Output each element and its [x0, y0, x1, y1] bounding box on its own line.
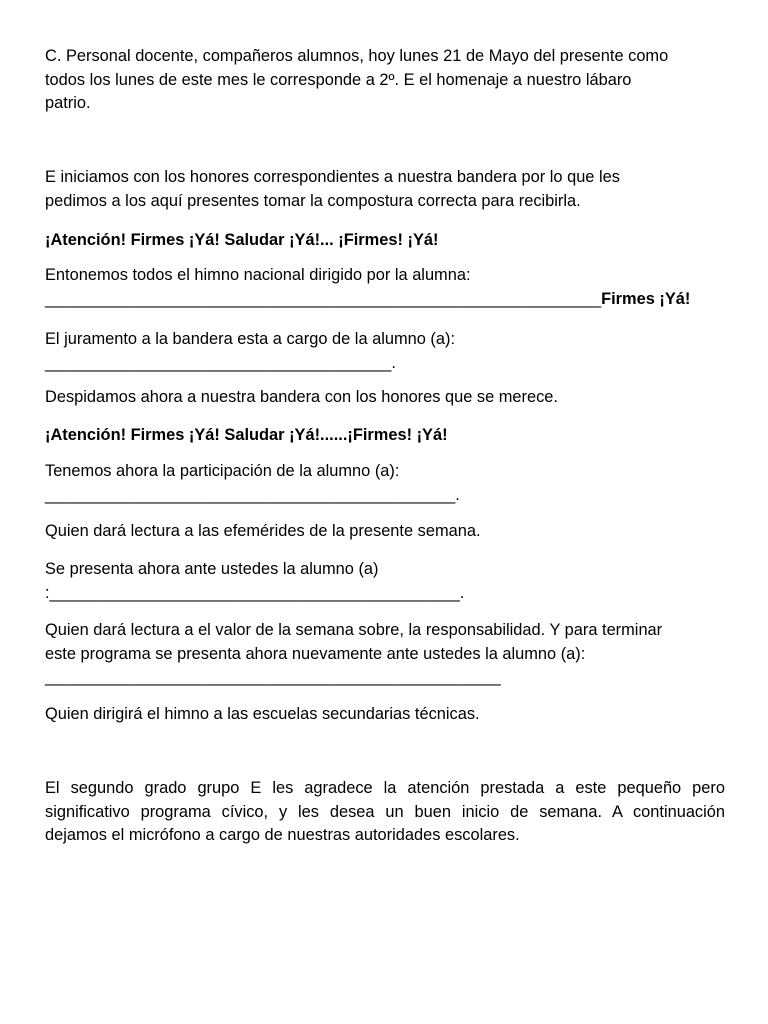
blank-line: __________________________________________________ — [45, 668, 501, 686]
paragraph-anthem — [45, 264, 725, 311]
paragraph-presents — [45, 558, 725, 605]
text-line: El segundo grado grupo E les agradece la atención prestada a este pequeño pero — [45, 779, 725, 797]
paragraph-ephemerides — [45, 520, 725, 544]
text-line: Quien dará lectura a las efemérides de la presente semana. — [45, 522, 481, 540]
paragraph-oath — [45, 328, 725, 375]
command-firmes: Firmes ¡Yá! — [601, 289, 691, 308]
paragraph-participation — [45, 460, 725, 507]
blank-line: ______________________________________. — [45, 353, 396, 372]
paragraph-value — [45, 619, 725, 690]
text-line: dejamos el micrófono a cargo de nuestras autoridades escolares. — [45, 826, 520, 844]
text-line: Tenemos ahora la participación de la alumno (a): — [45, 462, 400, 480]
text-line: este programa se presenta ahora nuevamente ante ustedes la alumno (a): — [45, 644, 586, 663]
paragraph-honors-intro — [45, 166, 725, 213]
text-line: E iniciamos con los honores correspondientes a nuestra bandera por lo que les — [45, 168, 620, 186]
blank-line: _____________________________________________. — [45, 485, 460, 504]
command-line-2 — [45, 424, 725, 448]
command-line-1 — [45, 229, 725, 253]
text-line — [45, 288, 725, 312]
paragraph-closing — [45, 777, 725, 848]
text-line: patrio. — [45, 94, 91, 112]
text-line: Quien dará lectura a el valor de la semana sobre, la responsabilidad. Y para terminar — [45, 621, 663, 639]
text-line: Despidamos ahora a nuestra bandera con los honores que se merece. — [45, 388, 558, 406]
text-line: ¡Atención! Firmes ¡Yá! Saludar ¡Yá!......¡Firmes! ¡Yá! — [45, 426, 448, 444]
text-line: pedimos a los aquí presentes tomar la compostura correcta para recibirla. — [45, 191, 581, 210]
text-line: ¡Atención! Firmes ¡Yá! Saludar ¡Yá!... ¡Firmes! ¡Yá! — [45, 231, 439, 249]
blank-line: :_____________________________________________. — [45, 583, 465, 602]
text-line: El juramento a la bandera esta a cargo de la alumno (a): — [45, 330, 456, 348]
text-line: Se presenta ahora ante ustedes la alumno (a) — [45, 560, 379, 578]
text-line: todos los lunes de este mes le corresponde a 2º. E el homenaje a nuestro lábaro — [45, 70, 632, 89]
blank-line: _____________________________________________________________ — [45, 289, 602, 308]
paragraph-greeting — [45, 45, 725, 116]
text-line: C. Personal docente, compañeros alumnos, hoy lunes 21 de Mayo del presente como — [45, 47, 669, 65]
text-line: Quien dirigirá el himno a las escuelas secundarias técnicas. — [45, 705, 480, 723]
text-line: significativo programa cívico, y les desea un buen inicio de semana. A continuación — [45, 802, 725, 821]
text-line: Entonemos todos el himno nacional dirigido por la alumna: — [45, 266, 471, 284]
paragraph-technical-schools — [45, 703, 725, 727]
paragraph-farewell — [45, 386, 725, 410]
